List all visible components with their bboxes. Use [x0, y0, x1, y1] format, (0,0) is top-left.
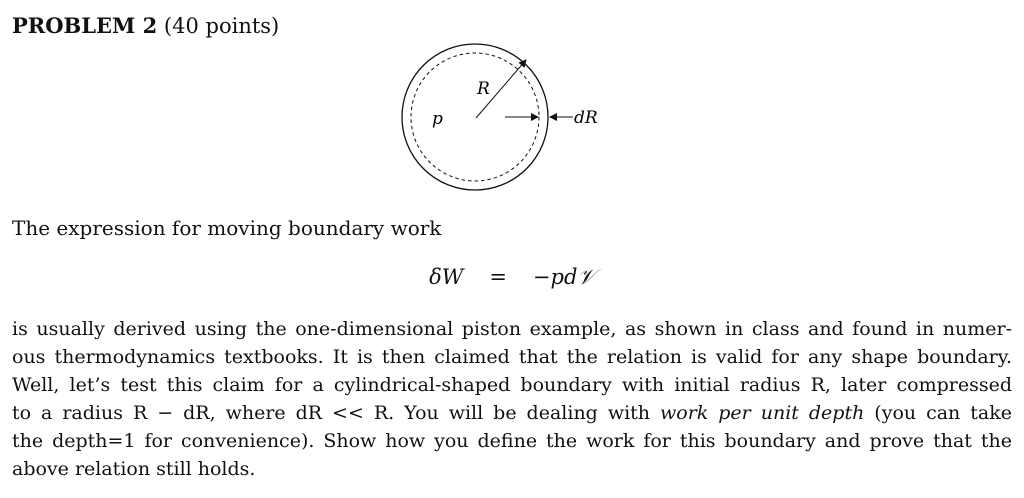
paragraph-line: ous thermodynamics textbooks. It is then claimed that the relation is valid for any shape boundary. — [12, 346, 1012, 368]
paragraph-line: Well, let’s test this claim for a cylindrical-shaped boundary with initial radius R, later compressed — [12, 374, 1012, 396]
paragraph-line: above relation still holds. — [12, 458, 256, 480]
paragraph-line-4a: to a radius R − dR, where dR << R. You will be dealing with — [12, 402, 660, 424]
label-dR: dR — [574, 108, 598, 128]
paragraph-line: is usually derived using the one-dimensional piston example, as shown in class and found in numer- — [12, 318, 1012, 340]
intro-text: The expression for moving boundary work — [12, 216, 442, 240]
label-R: R — [477, 79, 490, 99]
problem-paragraph — [12, 315, 1012, 483]
paragraph-line-4b: (you can take — [864, 402, 1012, 424]
equation-rhs: −pd𝒱 — [532, 265, 595, 289]
paragraph-line — [12, 399, 1012, 427]
emphasis-work-per-unit-depth: work per unit depth — [660, 402, 865, 424]
problem-label: PROBLEM 2 — [12, 13, 158, 38]
problem-heading — [12, 12, 279, 40]
equation-equals: = — [489, 265, 507, 289]
problem-points: (40 points) — [163, 14, 280, 38]
paragraph-line: the depth=1 for convenience). Show how you define the work for this boundary and prove that the — [12, 430, 1012, 452]
label-p: p — [432, 109, 443, 129]
cylinder-diagram — [390, 36, 620, 196]
work-equation — [0, 262, 1024, 292]
equation-lhs: δW — [429, 265, 464, 289]
